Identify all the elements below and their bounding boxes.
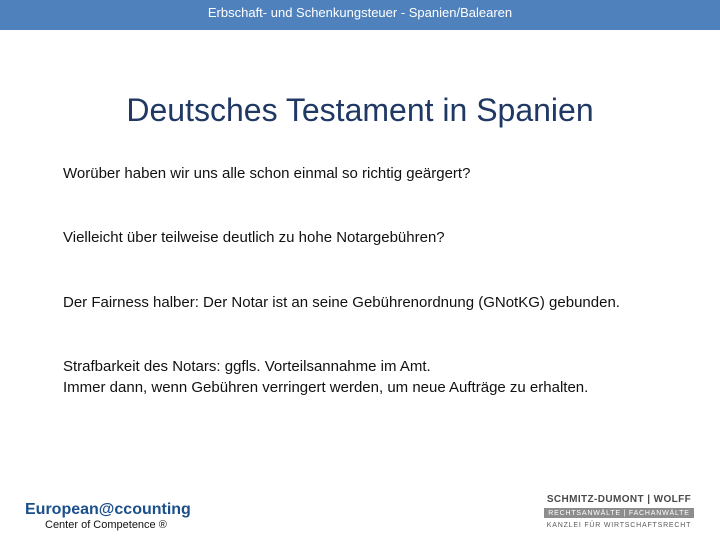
- european-accounting-name: European@ccounting: [25, 501, 191, 518]
- law-firm-band: [544, 508, 694, 518]
- body-paragraph-5: Immer dann, wenn Gebühren verringert werden, um neue Aufträge zu erhalten.: [63, 379, 589, 396]
- law-firm-name: SCHMITZ-DUMONT | WOLFF: [546, 494, 692, 505]
- schmitz-dumont-wolff-logo: [544, 495, 694, 535]
- european-accounting-tagline: Center of Competence ®: [45, 519, 167, 531]
- body-paragraph-4: Strafbarkeit des Notars: ggfls. Vorteilsannahme im Amt.: [63, 358, 431, 375]
- law-firm-subtitle: KANZLEI FÜR WIRTSCHAFTSRECHT: [546, 522, 692, 529]
- body-paragraph-1: Worüber haben wir uns alle schon einmal so richtig geärgert?: [63, 165, 471, 182]
- header-bar: [0, 0, 720, 30]
- header-title: Erbschaft- und Schenkungsteuer - Spanien/Balearen: [207, 4, 513, 20]
- law-firm-band-text: RECHTSANWÄLTE | FACHANWÄLTE: [548, 509, 690, 517]
- european-accounting-logo: [25, 502, 205, 534]
- body-paragraph-2: Vielleicht über teilweise deutlich zu hohe Notargebühren?: [63, 229, 445, 246]
- slide-title: Deutsches Testament in Spanien: [126, 92, 594, 129]
- body-paragraph-3: Der Fairness halber: Der Notar ist an seine Gebührenordnung (GNotKG) gebunden.: [63, 294, 620, 311]
